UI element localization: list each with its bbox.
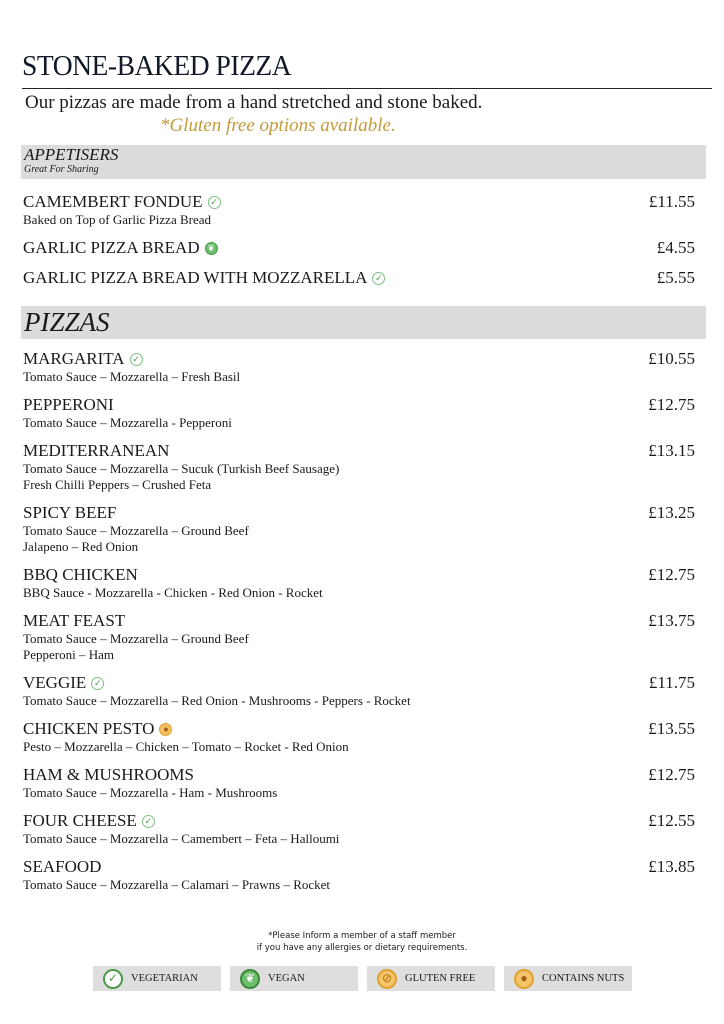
item-name: HAM & MUSHROOMS xyxy=(23,765,194,784)
section-heading: APPETISERS xyxy=(24,145,119,164)
item-price: £4.55 xyxy=(656,238,695,257)
item-description: Jalapeno – Red Onion xyxy=(23,539,139,554)
pizzas-header xyxy=(21,306,706,339)
item-name: SPICY BEEF xyxy=(23,503,117,522)
item-price: £13.85 xyxy=(648,857,695,876)
item-price: £11.75 xyxy=(648,673,695,692)
item-description: Tomato Sauce – Mozzarella - Pepperoni xyxy=(23,415,232,430)
menu-item xyxy=(23,192,695,228)
legend-gluten-free xyxy=(367,966,495,991)
menu-item xyxy=(23,673,695,709)
allergy-note-line: *Please Inform a member of a staff member xyxy=(268,931,456,941)
item-name: PEPPERONI xyxy=(23,395,114,414)
menu-item xyxy=(23,611,695,663)
vegetarian-icon: ✓ xyxy=(208,196,221,209)
item-name-row xyxy=(23,719,695,739)
item-name: MARGARITA xyxy=(23,349,125,368)
vegetarian-icon: ✓ xyxy=(142,815,155,828)
item-description: Tomato Sauce – Mozzarella - Ham - Mushrooms xyxy=(23,785,278,800)
menu-item xyxy=(23,503,695,555)
item-name: GARLIC PIZZA BREAD WITH MOZZARELLA xyxy=(23,268,368,287)
appetisers-list xyxy=(23,192,695,298)
item-name-row xyxy=(23,673,695,693)
item-price: £10.55 xyxy=(648,349,695,368)
item-name: CAMEMBERT FONDUE xyxy=(23,192,203,211)
legend-nuts xyxy=(504,966,632,991)
legend-vegan xyxy=(230,966,358,991)
legend-vegetarian xyxy=(93,966,221,991)
item-price: £5.55 xyxy=(656,268,695,287)
vegetarian-icon: ✓ xyxy=(91,677,104,690)
item-name-row xyxy=(23,565,695,585)
menu-item xyxy=(23,857,695,893)
vegetarian-icon: ✓ xyxy=(103,969,123,989)
divider xyxy=(22,88,712,89)
dietary-legend xyxy=(93,966,632,991)
item-name: CHICKEN PESTO xyxy=(23,719,155,738)
menu-item xyxy=(23,268,695,288)
item-name: BBQ CHICKEN xyxy=(23,565,138,584)
item-name: GARLIC PIZZA BREAD xyxy=(23,238,200,257)
item-price: £13.75 xyxy=(648,611,695,630)
item-name-row xyxy=(23,611,695,631)
menu-item xyxy=(23,349,695,385)
item-description: Tomato Sauce – Mozzarella – Sucuk (Turkish Beef Sausage) xyxy=(23,461,340,476)
vegan-icon: ❦ xyxy=(240,969,260,989)
item-name-row xyxy=(23,857,695,877)
item-name-row xyxy=(23,349,695,369)
item-name: FOUR CHEESE xyxy=(23,811,137,830)
legend-label: CONTAINS NUTS xyxy=(542,973,625,984)
item-price: £13.55 xyxy=(648,719,695,738)
menu-item xyxy=(23,811,695,847)
item-description: Fresh Chilli Peppers – Crushed Feta xyxy=(23,477,212,492)
allergy-note xyxy=(0,930,724,954)
item-name: SEAFOOD xyxy=(23,857,102,876)
menu-item xyxy=(23,238,695,258)
item-name-row xyxy=(23,811,695,831)
menu-item xyxy=(23,719,695,755)
nuts-icon: ● xyxy=(159,723,172,736)
legend-label: GLUTEN FREE xyxy=(405,973,476,984)
legend-label: VEGAN xyxy=(268,973,305,984)
item-name: MEDITERRANEAN xyxy=(23,441,170,460)
item-name-row xyxy=(23,268,695,288)
legend-label: VEGETARIAN xyxy=(131,973,198,984)
pizzas-list xyxy=(23,349,695,903)
section-subheading: Great For Sharing xyxy=(24,164,99,175)
item-description: Tomato Sauce – Mozzarella – Red Onion - Mushrooms - Peppers - Rocket xyxy=(23,693,411,708)
item-price: £13.25 xyxy=(648,503,695,522)
item-price: £13.15 xyxy=(648,441,695,460)
section-heading: PIZZAS xyxy=(24,307,110,337)
appetisers-header xyxy=(21,145,706,179)
item-name-row xyxy=(23,192,695,212)
vegan-icon: ❦ xyxy=(205,242,218,255)
nuts-icon: ● xyxy=(514,969,534,989)
intro-text: Our pizzas are made from a hand stretched and stone baked. xyxy=(25,92,483,113)
item-price: £11.55 xyxy=(648,192,695,211)
item-name-row xyxy=(23,395,695,415)
item-name-row xyxy=(23,765,695,785)
item-description: Tomato Sauce – Mozzarella – Ground Beef xyxy=(23,523,249,538)
item-description: Tomato Sauce – Mozzarella – Fresh Basil xyxy=(23,369,241,384)
item-name-row xyxy=(23,238,695,258)
menu-item xyxy=(23,565,695,601)
gluten-free-icon: ⊘ xyxy=(377,969,397,989)
allergy-note-line: if you have any allergies or dietary requirements. xyxy=(256,943,468,953)
menu-item xyxy=(23,765,695,801)
item-description: Tomato Sauce – Mozzarella – Ground Beef xyxy=(23,631,249,646)
menu-item xyxy=(23,441,695,493)
item-description: Tomato Sauce – Mozzarella – Camembert – Feta – Halloumi xyxy=(23,831,340,846)
vegetarian-icon: ✓ xyxy=(130,353,143,366)
gluten-note: *Gluten free options available. xyxy=(160,115,396,136)
item-description: Tomato Sauce – Mozzarella – Calamari – Prawns – Rocket xyxy=(23,877,331,892)
item-name-row xyxy=(23,441,695,461)
item-description: BBQ Sauce - Mozzarella - Chicken - Red Onion - Rocket xyxy=(23,585,323,600)
item-name: VEGGIE xyxy=(23,673,87,692)
item-description: Baked on Top of Garlic Pizza Bread xyxy=(23,212,212,227)
item-price: £12.75 xyxy=(648,395,695,414)
item-name-row xyxy=(23,503,695,523)
item-description: Pesto – Mozzarella – Chicken – Tomato – Rocket - Red Onion xyxy=(23,739,349,754)
item-price: £12.55 xyxy=(648,811,695,830)
menu-item xyxy=(23,395,695,431)
item-name: MEAT FEAST xyxy=(23,611,126,630)
item-price: £12.75 xyxy=(648,765,695,784)
vegetarian-icon: ✓ xyxy=(372,272,385,285)
page-title: STONE-BAKED PIZZA xyxy=(22,50,292,82)
item-description: Pepperoni – Ham xyxy=(23,647,114,662)
item-price: £12.75 xyxy=(648,565,695,584)
